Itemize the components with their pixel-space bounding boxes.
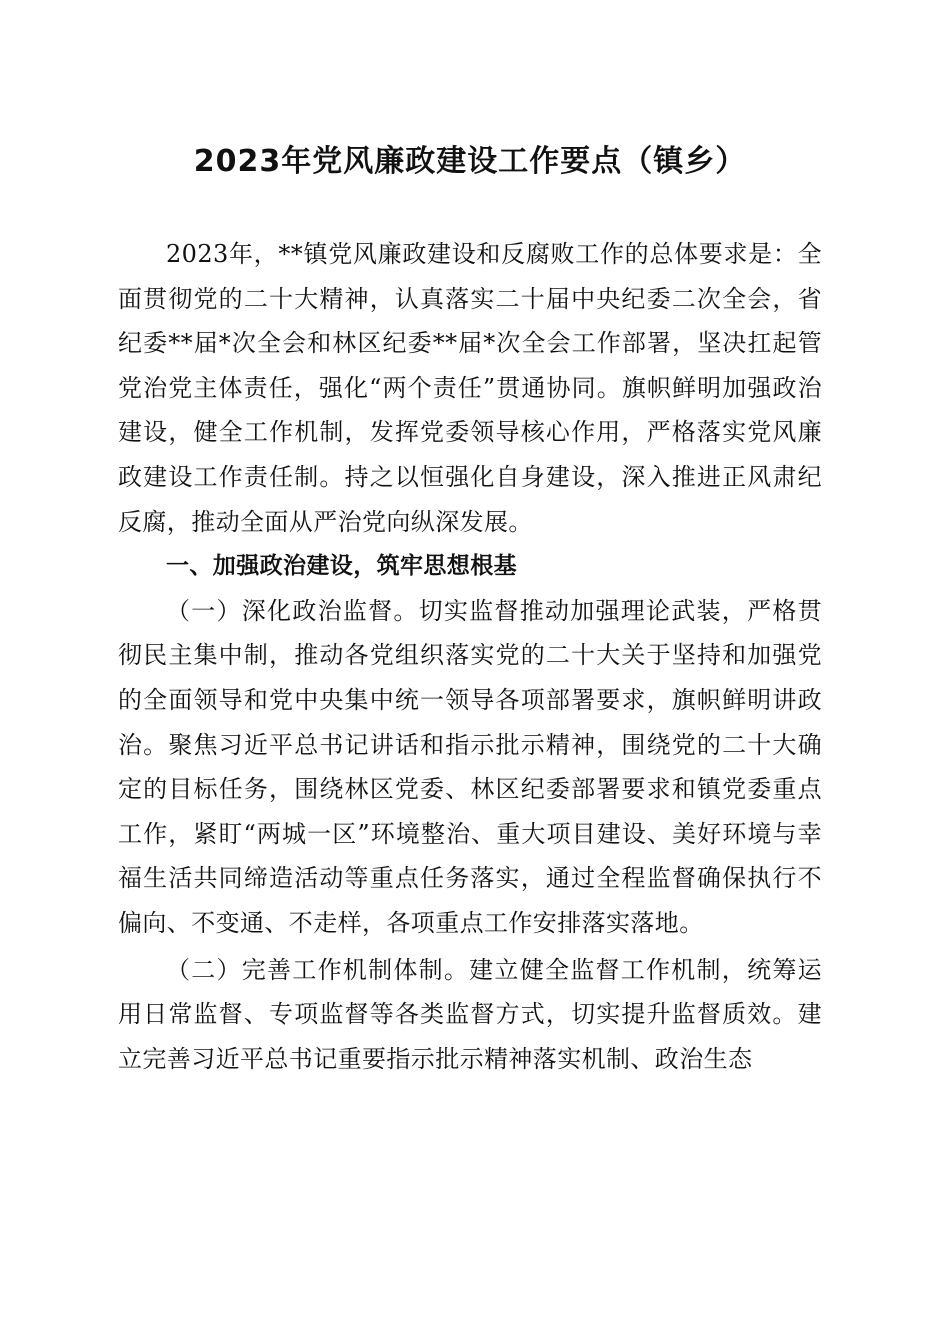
item-paragraph-2 <box>118 948 822 1082</box>
item-text-1: 切实监督推动加强理论武装，严格贯彻民主集中制，推动各党组织落实党的二十大关于坚持和加强党的全面领导和党中央集中统一领导各项部署要求，旗帜鲜明讲政治。聚焦习近平总书记讲话和指示批示精神，围绕党的二十大确定的目标任务，围绕林区党委、林区纪委部署要求和镇党委重点工作，紧盯“两城一区”环境整治、重大项目建设、美好环境与幸福生活共同缔造活动等重点任务落实，通过全程监督确保执行不偏向、不变通、不走样，各项重点工作安排落实落地。 <box>118 596 822 937</box>
intro-paragraph: 2023年，**镇党风廉政建设和反腐败工作的总体要求是：全面贯彻党的二十大精神，认真落实二十届中央纪委二次全会，省纪委**届*次全会和林区纪委**届*次全会工作部署，坚决扛起管党治党主体责任，强化“两个责任”贯通协同。旗帜鲜明加强政治建设，健全工作机制，发挥党委领导核心作用，严格落实党风廉政建设工作责任制。持之以恒强化自身建设，深入推进正风肃纪反腐，推动全面从严治党向纵深发展。 <box>118 240 822 536</box>
document-body <box>118 232 822 1081</box>
item-paragraph-1 <box>118 589 822 946</box>
document-title: 2023年党风廉政建设工作要点（镇乡） <box>193 144 747 179</box>
item-label-1: （一）深化政治监督。 <box>166 596 419 625</box>
section-heading: 一、加强政治建设，筑牢思想根基 <box>166 553 517 580</box>
item-label-2: （二）完善工作机制体制。 <box>166 955 470 984</box>
item-text-2: 建立健全监督工作机制，统筹运用日常监督、专项监督等各类监督方式，切实提升监督质效。建立完善习近平总书记重要指示批示精神落实机制、政治生态 <box>118 955 822 1073</box>
